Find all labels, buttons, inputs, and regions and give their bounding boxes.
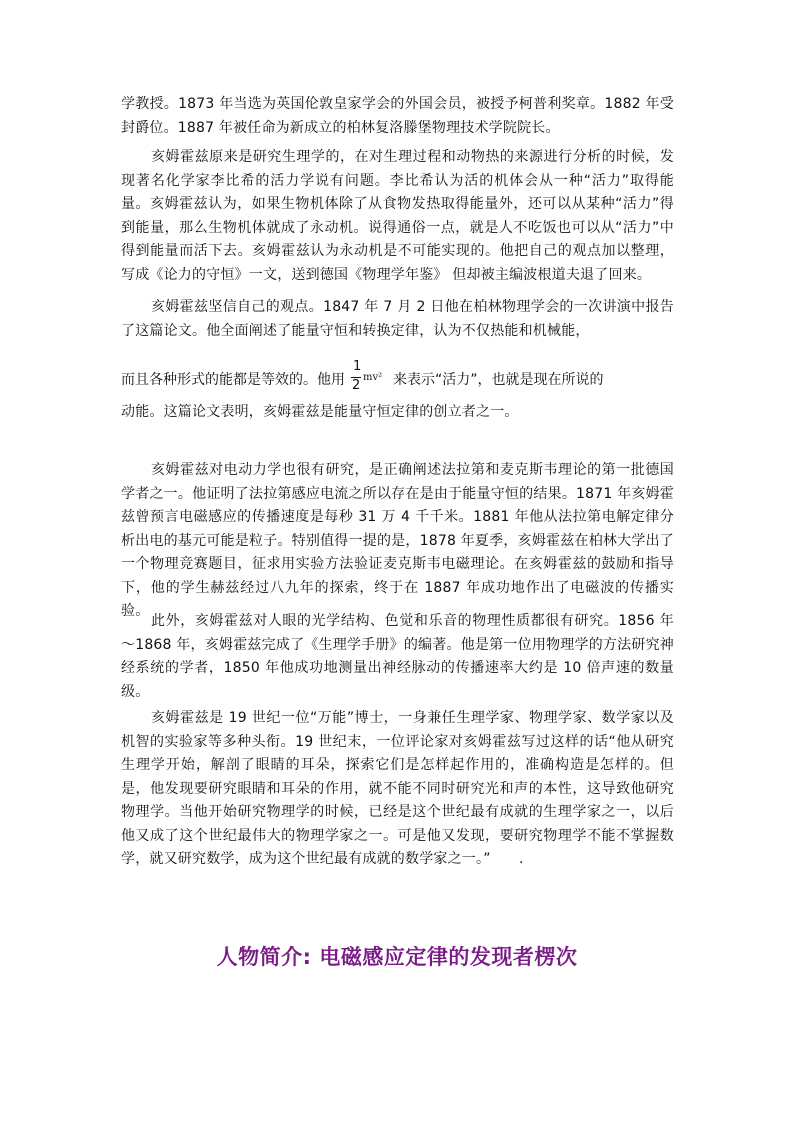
paragraph-universal-doctor: 亥姆霍兹是 19 世纪一位“万能”博士，一身兼任生理学家、物理学家、数学家以及机智的实验家等多种头衔。19 世纪末，一位评论家对亥姆霍兹写过这样的话“他从研究生理学开始，解剖了眼睛的耳朵，探索它们是怎样起作用的，准确构造是怎样的。但是，他发现要研究眼睛和耳朵的作用，就不能不同时研究光和声的本性，这导致他研究物理学。当他开始研究物理学的时候，已经是这个世纪最有成就的生理学家之一，以后他又成了这个世纪最伟大的物理学家之一。可是他又发现，要研究物理学不能不掌握数学，就又研究数学，成为这个世纪最有成就的数学家之一。” . [121,710,674,867]
paragraph-vital-force: 亥姆霍兹原来是研究生理学的，在对生理过程和动物热的来源进行分析的时候，发现著名化学家李比希的活力学说有问题。李比希认为活的机体会从一种“活力”取得能量。亥姆霍兹认为，如果生物机体除了从食物发热取得能量外，还可以从某种“活力”得到能量，那么生物机体就成了永动机。说得通俗一点，就是人不吃饭也可以从“活力”中得到能量而活下去。亥姆霍兹认为永动机是不可能实现的。他把自己的观点加以整理，写成《论力的守恒》一文，送到德国《物理学年鉴》 但却被主编波根道夫退了回来。 [121,149,674,283]
section-heading: 人物简介: 电磁感应定律的发现者楞次 [216,945,578,969]
paragraph-conclusion: 动能。这篇论文表明，亥姆霍兹是能量守恒定律的创立者之一。 [121,404,519,420]
formula-line-before: 而且各种形式的能都是等效的。他用 [121,372,345,388]
paragraph-electrodynamics: 亥姆霍兹对电动力学也很有研究，是正确阐述法拉第和麦克斯韦理论的第一批德国学者之一。他证明了法拉第感应电流之所以存在是由于能量守恒的结果。1871 年亥姆霍兹曾预言电磁感应的传播速度是每秒 31 万 4 千千米。1881 年他从法拉第电解定律分析出电的基元可能是粒子。特别值得一提的是，1878 年夏季，亥姆霍兹在柏林大学出了一个物理竞赛题目，征求用实验方法验证麦克斯韦电磁理论。在亥姆霍兹的鼓励和指导下，他的学生赫兹经过八九年的探索，终于在 1887 年成功地作出了电磁波的传播实验。 [121,462,674,619]
paragraph-lecture: 亥姆霍兹坚信自己的观点。1847 年 7 月 2 日他在柏林物理学会的一次讲演中报告了这篇论文。他全面阐述了能量守恒和转换定律，认为不仅热能和机械能， [121,299,674,339]
formula-numerator: 1 [353,359,362,374]
formula-term: mv² [363,372,383,383]
paragraph-optics: 此外，亥姆霍兹对人眼的光学结构、色觉和乐音的物理性质都很有研究。1856 年～1868 年，亥姆霍兹完成了《生理学手册》的编著。他是第一位用物理学的方法研究神经系统的学者，1850 年他成功地测量出神经脉动的传播速率大约是 10 倍声速的数量级。 [121,613,674,700]
formula-denominator: 2 [352,378,361,393]
kinetic-energy-formula [351,359,387,398]
paragraph-career: 学教授。1873 年当选为英国伦敦皇家学会的外国会员，被授予柯普利奖章。1882 年受封爵位。1887 年被任命为新成立的柏林复洛滕堡物理技术学院院长。 [121,96,674,136]
formula-line [121,359,604,398]
formula-line-after: 来表示“活力”，也就是现在所说的 [393,372,604,388]
